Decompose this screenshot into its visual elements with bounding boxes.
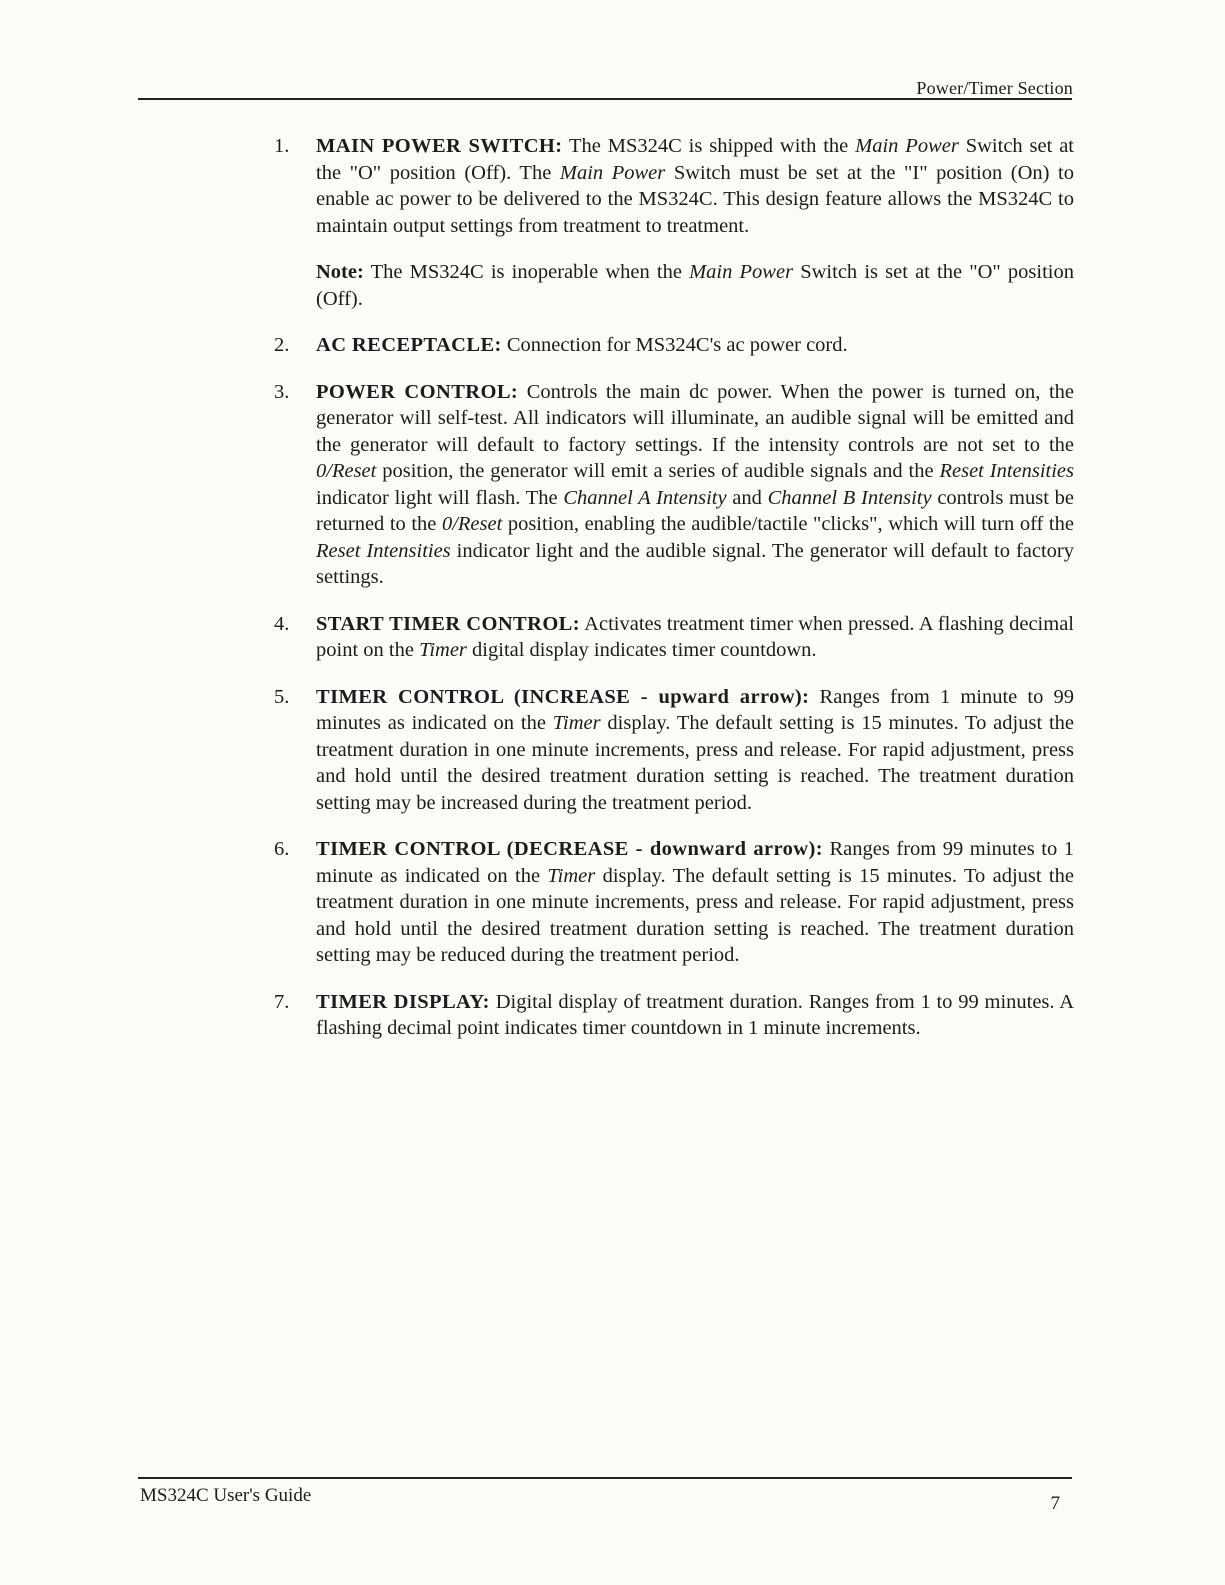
item-text: Activates treatment timer when pressed. A flashing decimal point on the <box>316 612 1074 661</box>
header-rule <box>138 98 1072 100</box>
item-text: Ranges from 99 minutes to 1 minute as indicated on the <box>316 838 1074 887</box>
item-body <box>316 989 1074 1042</box>
item-body <box>316 836 1074 969</box>
item-text: Switch set at the "O" position (Off). The <box>316 135 1075 184</box>
item-number: 2. <box>274 334 290 356</box>
item-number: 7. <box>274 990 290 1013</box>
list-item-main-power-switch <box>274 133 1074 312</box>
item-emphasis: Channel A Intensity <box>563 486 727 509</box>
item-text: display. The default setting is 15 minutes. To adjust the treatment duration in one minute increments, press and release. For rapid adjustment, press and hold until the desired treatment duration setting is reached. The treatment duration setting may be increased during the treatment period. <box>316 712 1074 814</box>
item-emphasis: Timer <box>547 864 596 887</box>
item-emphasis: Channel B Intensity <box>767 486 932 509</box>
item-emphasis: Main Power <box>559 161 666 184</box>
item-body <box>316 332 1074 359</box>
item-emphasis: Reset Intensities <box>316 539 451 562</box>
list-item-timer-decrease <box>274 836 1074 969</box>
item-text: indicator light will flash. The <box>316 486 564 509</box>
item-emphasis: Timer <box>552 712 601 734</box>
list-item-timer-display <box>274 989 1074 1042</box>
page-number: 7 <box>1050 1493 1060 1514</box>
item-term: AC RECEPTACLE: <box>316 334 502 356</box>
item-emphasis: Timer <box>419 639 467 661</box>
item-number: 5. <box>274 685 290 708</box>
item-term: TIMER CONTROL (INCREASE - upward arrow): <box>316 685 810 708</box>
item-text: and <box>726 486 768 509</box>
footer-document-title: MS324C User's Guide <box>140 1485 312 1506</box>
item-term: START TIMER CONTROL: <box>316 612 580 635</box>
list-item-start-timer-control <box>274 611 1074 664</box>
item-body <box>316 611 1074 664</box>
item-number: 3. <box>274 380 290 403</box>
footer-rule <box>138 1477 1072 1479</box>
note-label: Note: <box>316 261 364 283</box>
item-text: display. The default setting is 15 minutes. To adjust the treatment duration in one minute increments, press and release. For rapid adjustment, press and hold until the desired treatment duration setting is reached. The treatment duration setting may be reduced during the treatment period. <box>316 864 1074 966</box>
item-term: MAIN POWER SWITCH: <box>316 135 563 157</box>
item-term: TIMER DISPLAY: <box>316 990 490 1013</box>
item-text: Digital display of treatment duration. Ranges from 1 to 99 minutes. A flashing decimal point indicates timer countdown in 1 minute increments. <box>316 990 1074 1039</box>
item-number: 1. <box>274 135 290 157</box>
item-note <box>316 259 1074 312</box>
list-item-power-control <box>274 379 1074 591</box>
item-body <box>316 379 1074 591</box>
item-body <box>316 133 1074 239</box>
item-text: digital display indicates timer countdown. <box>466 639 817 661</box>
list-item-timer-increase <box>274 684 1074 817</box>
item-text: The MS324C is shipped with the <box>562 135 856 157</box>
item-number: 4. <box>274 612 290 635</box>
item-term: TIMER CONTROL (DECREASE - downward arrow): <box>316 838 823 860</box>
section-title: Power/Timer Section <box>916 78 1073 98</box>
item-text: indicator light and the audible signal. The generator will default to factory settings. <box>316 539 1075 588</box>
item-text: Switch must be set at the "I" position (On) to enable ac power to be delivered to the MS324C. This design feature allows the MS324C to maintain output settings from treatment to treatment. <box>316 161 1074 237</box>
note-text: The MS324C is inoperable when the <box>363 261 690 283</box>
note-emphasis: Main Power <box>689 261 794 283</box>
item-body <box>316 684 1074 817</box>
item-text: Ranges from 1 minute to 99 minutes as indicated on the <box>316 685 1074 734</box>
item-list <box>274 133 1074 1062</box>
item-text: Connection for MS324C's ac power cord. <box>501 334 848 356</box>
item-emphasis: 0/Reset <box>316 460 377 482</box>
item-text: position, enabling the audible/tactile "clicks", which will turn off the <box>502 513 1074 535</box>
item-emphasis: Main Power <box>855 135 959 157</box>
list-item-ac-receptacle <box>274 332 1074 359</box>
item-emphasis: Reset Intensities <box>939 460 1074 482</box>
item-text: Controls the main dc power. When the power is turned on, the generator will self-test. All indicators will illuminate, an audible signal will be emitted and the generator will default to factory settings. If the intensity controls are not set to the <box>316 380 1074 456</box>
item-emphasis: 0/Reset <box>441 513 503 535</box>
item-number: 6. <box>274 838 290 860</box>
item-text: controls must be returned to the <box>316 486 1074 535</box>
item-term: POWER CONTROL: <box>316 380 519 403</box>
note-text: Switch is set at the "O" position (Off). <box>316 261 1074 310</box>
item-text: position, the generator will emit a series of audible signals and the <box>376 460 940 482</box>
